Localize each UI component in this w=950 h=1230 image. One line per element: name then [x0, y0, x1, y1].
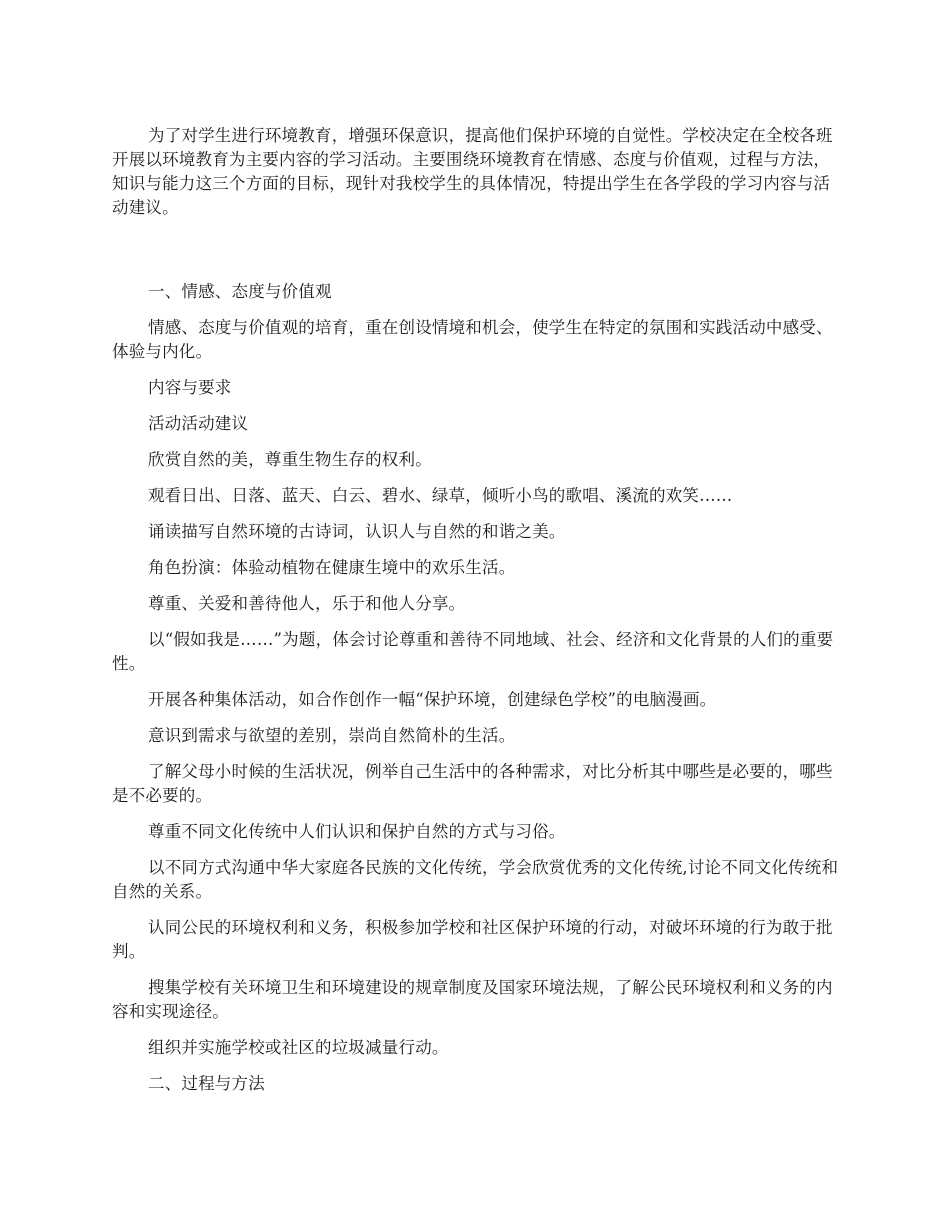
paragraph: 以“假如我是……”为题，体会讨论尊重和善待不同地域、社会、经济和文化背景的人们的重要性。	[112, 630, 834, 673]
paragraph: 组织并实施学校或社区的垃圾减量行动。	[148, 1038, 449, 1057]
section-heading-2: 二、过程与方法	[148, 1074, 265, 1093]
paragraph: 意识到需求与欲望的差别，崇尚自然简朴的生活。	[148, 726, 516, 745]
paragraph: 开展各种集体活动，如合作创作一幅“保护环境，创建绿色学校”的电脑漫画。	[148, 690, 717, 709]
paragraph: 内容与要求	[148, 378, 232, 397]
intro-paragraph: 为了对学生进行环境教育，增强环保意识，提高他们保护环境的自觉性。学校决定在全校各班开展以环境教育为主要内容的学习活动。主要围绕环境教育在情感、态度与价值观，过程与方法，知识与能力这三个方面的目标，现针对我校学生的具体情况，特提出学生在各学段的学习内容与活动建议。	[112, 126, 833, 217]
paragraph: 尊重、关爱和善待他人，乐于和他人分享。	[148, 594, 466, 613]
paragraph: 观看日出、日落、蓝天、白云、碧水、绿草，倾听小鸟的歌唱、溪流的欢笑……	[148, 486, 733, 505]
paragraph: 了解父母小时候的生活状况，例举自己生活中的各种需求，对比分析其中哪些是必要的，哪些是不必要的。	[112, 762, 833, 805]
document-body	[112, 124, 842, 1108]
paragraph: 以不同方式沟通中华大家庭各民族的文化传统，学会欣赏优秀的文化传统,讨论不同文化传统和自然的关系。	[112, 858, 839, 901]
paragraph: 尊重不同文化传统中人们认识和保护自然的方式与习俗。	[148, 822, 566, 841]
paragraph: 搜集学校有关环境卫生和环境建设的规章制度及国家环境法规，了解公民环境权利和义务的内容和实现途径。	[112, 978, 833, 1021]
paragraph: 认同公民的环境权利和义务，积极参加学校和社区保护环境的行动，对破坏环境的行为敢于批判。	[112, 918, 833, 961]
paragraph: 角色扮演：体验动植物在健康生境中的欢乐生活。	[148, 558, 516, 577]
paragraph: 欣赏自然的美，尊重生物生存的权利。	[148, 450, 432, 469]
paragraph: 诵读描写自然环境的古诗词，认识人与自然的和谐之美。	[148, 522, 566, 541]
section-heading-1: 一、情感、态度与价值观	[148, 282, 332, 301]
paragraph: 情感、态度与价值观的培育，重在创设情境和机会，使学生在特定的氛围和实践活动中感受、体验与内化。	[112, 318, 833, 361]
paragraph: 活动活动建议	[148, 414, 249, 433]
